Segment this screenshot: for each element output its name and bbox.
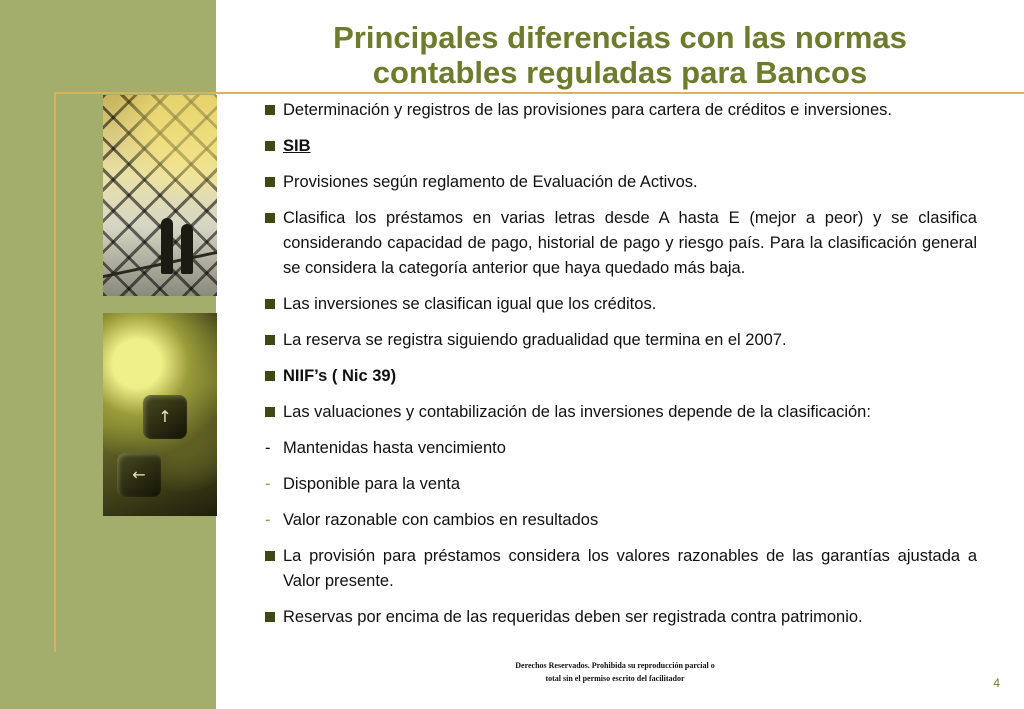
bullet-item <box>265 364 977 389</box>
header-divider-line <box>54 92 1024 94</box>
slide-title <box>216 20 1024 90</box>
square-bullet-icon <box>265 371 275 381</box>
square-bullet-icon <box>265 141 275 151</box>
bullet-item <box>265 605 977 630</box>
item-text: La provisión para préstamos considera los valores razonables de las garantías ajustada a Valor presente. <box>283 547 977 590</box>
square-bullet-icon <box>265 105 275 115</box>
dash-marker: - <box>265 475 271 493</box>
bullet-item <box>265 292 977 317</box>
keyboard-keys-photo <box>103 313 217 516</box>
photo-person-silhouette <box>181 224 193 274</box>
item-text: Provisiones según reglamento de Evaluación de Activos. <box>283 173 698 191</box>
bullet-item <box>265 134 977 159</box>
item-text: SIB <box>283 137 311 155</box>
left-divider-line <box>54 92 56 652</box>
square-bullet-icon <box>265 612 275 622</box>
sub-list-item <box>265 472 977 497</box>
page-number: 4 <box>993 676 1000 690</box>
slide-content <box>265 98 977 641</box>
footer-line-2: total sin el permiso escrito del facilitador <box>545 674 685 683</box>
slide-title-line-2: contables reguladas para Bancos <box>372 55 868 90</box>
square-bullet-icon <box>265 407 275 417</box>
photo-arrow-key <box>117 453 161 497</box>
square-bullet-icon <box>265 177 275 187</box>
sub-list-item <box>265 436 977 461</box>
item-text: NIIF’s ( Nic 39) <box>283 367 397 385</box>
item-text: Clasifica los préstamos en varias letras desde A hasta E (mejor a peor) y se clasifica considerando capacidad de pago, historial de pago y riesgo país. Para la clasificación general se considera la categoría anterior que haya quedado más baja. <box>283 209 977 277</box>
photo-arrow-key <box>143 395 187 439</box>
sub-list-item <box>265 508 977 533</box>
office-ceiling-photo <box>103 95 217 296</box>
item-text: Determinación y registros de las provisiones para cartera de créditos e inversiones. <box>283 101 892 119</box>
bullet-item <box>265 170 977 195</box>
item-text: Disponible para la venta <box>283 475 461 493</box>
square-bullet-icon <box>265 299 275 309</box>
bullet-item <box>265 206 977 281</box>
item-text: Las inversiones se clasifican igual que los créditos. <box>283 295 657 313</box>
slide-title-line-1: Principales diferencias con las normas <box>333 20 907 55</box>
item-text: Valor razonable con cambios en resultados <box>283 511 599 529</box>
footer-line-1: Derechos Reservados. Prohibida su reproducción parcial o <box>515 661 715 670</box>
square-bullet-icon <box>265 551 275 561</box>
item-text: La reserva se registra siguiendo gradualidad que termina en el 2007. <box>283 331 787 349</box>
up-arrow-icon: ↑ <box>158 407 172 426</box>
square-bullet-icon <box>265 335 275 345</box>
item-text: Reservas por encima de las requeridas deben ser registrada contra patrimonio. <box>283 608 863 626</box>
copyright-footer <box>470 659 760 685</box>
left-arrow-icon: ← <box>132 465 146 484</box>
bullet-item <box>265 544 977 594</box>
photo-person-silhouette <box>161 218 173 274</box>
item-text: Mantenidas hasta vencimiento <box>283 439 506 457</box>
square-bullet-icon <box>265 213 275 223</box>
bullet-item <box>265 328 977 353</box>
photo-railing <box>103 251 217 278</box>
bullet-item <box>265 400 977 425</box>
item-text: Las valuaciones y contabilización de las inversiones depende de la clasificación: <box>283 403 871 421</box>
bullet-item <box>265 98 977 123</box>
dash-marker: - <box>265 439 271 457</box>
dash-marker: - <box>265 511 271 529</box>
